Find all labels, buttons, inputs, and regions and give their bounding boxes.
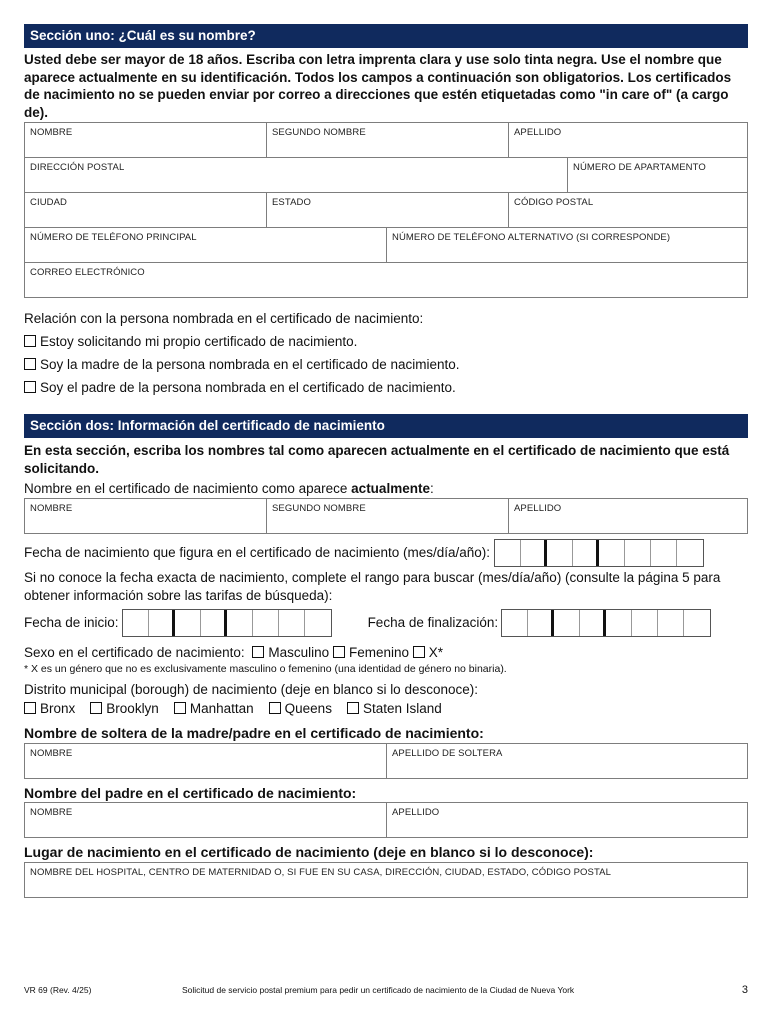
page-number: 3: [741, 984, 748, 996]
borough-option-manhattan[interactable]: Manhattan: [174, 701, 254, 716]
checkbox-icon[interactable]: [347, 702, 359, 714]
mailing-address-field[interactable]: DIRECCIÓN POSTAL: [25, 158, 568, 192]
applicant-first-name-field[interactable]: NOMBRE: [25, 123, 267, 157]
sex-option-male[interactable]: Masculino: [252, 645, 329, 660]
certificate-first-name-field[interactable]: NOMBRE: [25, 499, 267, 533]
relationship-option-self[interactable]: Estoy solicitando mi propio certificado de nacimiento.: [24, 330, 748, 353]
city-field[interactable]: CIUDAD: [25, 193, 267, 227]
checkbox-icon[interactable]: [24, 335, 36, 347]
checkbox-icon[interactable]: [252, 646, 264, 658]
birth-date-boxes[interactable]: [494, 539, 704, 567]
section2-intro: En esta sección, escriba los nombres tal como aparecen actualmente en el certificado de nacimiento que está solicitando.: [24, 443, 730, 476]
section2-header: Sección dos: Información del certificado de nacimiento: [24, 414, 748, 438]
certificate-name-fields: [24, 498, 748, 534]
applicant-last-name-field[interactable]: APELLIDO: [514, 127, 562, 138]
checkbox-icon[interactable]: [333, 646, 345, 658]
checkbox-icon[interactable]: [269, 702, 281, 714]
father-first-name-field[interactable]: NOMBRE: [25, 803, 387, 837]
mother-name-heading: Nombre de soltera de la madre/padre en el certificado de nacimiento:: [24, 725, 484, 741]
father-last-name-field[interactable]: APELLIDO: [392, 807, 440, 818]
section1-header: Sección uno: ¿Cuál es su nombre?: [24, 24, 748, 48]
form-page: [24, 24, 748, 898]
end-date-boxes[interactable]: [501, 609, 711, 637]
borough-option-queens[interactable]: Queens: [269, 701, 332, 716]
applicant-fields: [24, 122, 748, 298]
borough-options: [24, 699, 748, 718]
checkbox-icon[interactable]: [90, 702, 102, 714]
footer-title: Solicitud de servicio postal premium para pedir un certificado de nacimiento de la Ciudad de Nueva York: [182, 985, 575, 995]
mother-maiden-name-field[interactable]: APELLIDO DE SOLTERA: [392, 747, 503, 759]
zip-code-field[interactable]: CÓDIGO POSTAL: [514, 197, 594, 208]
end-date-label: Fecha de finalización:: [367, 615, 499, 630]
checkbox-icon[interactable]: [24, 702, 36, 714]
start-date-label: Fecha de inicio:: [24, 615, 119, 630]
primary-phone-field[interactable]: NÚMERO DE TELÉFONO PRINCIPAL: [25, 228, 387, 262]
father-name-fields: [24, 802, 748, 838]
relationship-option-father[interactable]: Soy el padre de la persona nombrada en el certificado de nacimiento.: [24, 376, 748, 399]
borough-label: Distrito municipal (borough) de nacimiento (deje en blanco si lo desconoce):: [24, 682, 478, 697]
mother-name-fields: [24, 743, 748, 779]
apartment-number-field[interactable]: NÚMERO DE APARTAMENTO: [573, 162, 706, 173]
relationship-option-mother[interactable]: Soy la madre de la persona nombrada en el certificado de nacimiento.: [24, 353, 748, 376]
borough-option-brooklyn[interactable]: Brooklyn: [90, 701, 159, 716]
sex-row: Sexo en el certificado de nacimiento: Masculino Femenino X*: [24, 645, 444, 660]
email-field[interactable]: CORREO ELECTRÓNICO: [30, 267, 145, 278]
mother-first-name-field[interactable]: NOMBRE: [25, 744, 387, 778]
checkbox-icon[interactable]: [24, 381, 36, 393]
certificate-name-label: Nombre en el certificado de nacimiento como aparece actualmente:: [24, 481, 434, 496]
sex-option-x[interactable]: X*: [413, 645, 443, 660]
sex-note: * X es un género que no es exclusivamente masculino o femenino (una identidad de género no binaria).: [24, 663, 507, 675]
checkbox-icon[interactable]: [413, 646, 425, 658]
alternate-phone-field[interactable]: NÚMERO DE TELÉFONO ALTERNATIVO (SI CORRESPONDE): [392, 232, 671, 243]
relationship-label: Relación con la persona nombrada en el certificado de nacimiento:: [24, 311, 424, 326]
date-range-instructions: Si no conoce la fecha exacta de nacimiento, complete el rango para buscar (mes/día/año) (consulte la página 5 para obtener información sobre las tarifas de búsqueda):: [24, 570, 721, 603]
certificate-middle-name-field[interactable]: SEGUNDO NOMBRE: [267, 499, 509, 533]
birthplace-field[interactable]: NOMBRE DEL HOSPITAL, CENTRO DE MATERNIDAD O, SI FUE EN SU CASA, DIRECCIÓN, CIUDAD, ESTADO, CÓDIGO POSTAL: [30, 866, 612, 878]
applicant-middle-name-field[interactable]: SEGUNDO NOMBRE: [267, 123, 509, 157]
birthplace-heading: Lugar de nacimiento en el certificado de nacimiento (deje en blanco si lo desconoce):: [24, 844, 594, 860]
start-date-boxes[interactable]: [122, 609, 332, 637]
birth-date-label: Fecha de nacimiento que figura en el certificado de nacimiento (mes/día/año):: [24, 545, 491, 560]
checkbox-icon[interactable]: [174, 702, 186, 714]
birthplace-fields: [24, 862, 748, 898]
sex-option-female[interactable]: Femenino: [333, 645, 409, 660]
borough-option-bronx[interactable]: Bronx: [24, 701, 75, 716]
borough-option-staten-island[interactable]: Staten Island: [347, 701, 442, 716]
form-id: VR 69 (Rev. 4/25): [24, 985, 92, 995]
checkbox-icon[interactable]: [24, 358, 36, 370]
father-name-heading: Nombre del padre en el certificado de nacimiento:: [24, 784, 357, 801]
state-field[interactable]: ESTADO: [267, 193, 509, 227]
section1-intro: Usted debe ser mayor de 18 años. Escriba con letra imprenta clara y use solo tinta negra. Use el nombre que aparece actualmente en su identificación. Todos los campos a continuación son obligatorios. Los certificados de nacimiento no se pueden enviar por correo a direcciones que estén etiquetadas como "in care of" (a cargo de).: [24, 52, 732, 120]
certificate-last-name-field[interactable]: APELLIDO: [514, 503, 562, 514]
